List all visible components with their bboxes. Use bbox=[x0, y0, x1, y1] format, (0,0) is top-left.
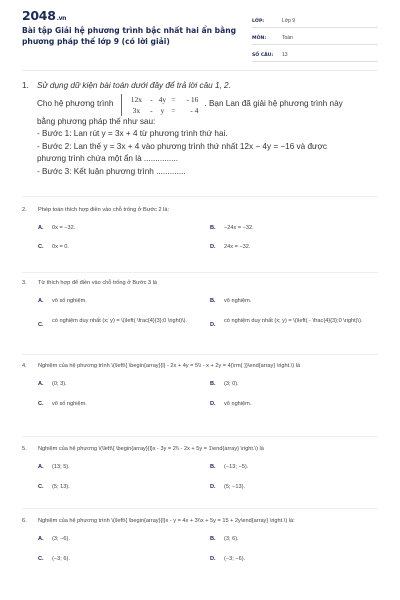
question-3 bbox=[22, 279, 382, 347]
options bbox=[38, 297, 382, 347]
option-b[interactable] bbox=[210, 380, 374, 389]
option-text: (3; 6). bbox=[224, 536, 239, 542]
option-text: (0; 3). bbox=[52, 381, 67, 387]
option-a[interactable] bbox=[38, 463, 202, 472]
step-2: - Bước 2: Lan thế y = 3x + 4 vào phương trình thứ nhất 12x − 4y = −16 và được bbox=[37, 141, 327, 151]
option-letter: B. bbox=[210, 536, 216, 542]
option-b[interactable] bbox=[210, 463, 374, 472]
option-c[interactable] bbox=[38, 400, 202, 409]
option-text: (3; −6). bbox=[52, 536, 70, 542]
option-text: 24x = −32. bbox=[224, 244, 251, 250]
system-line bbox=[37, 94, 382, 116]
divider bbox=[22, 272, 378, 273]
option-text: 0x = 0. bbox=[52, 244, 69, 250]
option-b[interactable] bbox=[210, 224, 374, 233]
options bbox=[38, 463, 382, 501]
divider bbox=[22, 196, 378, 197]
meta-label: MÔN: bbox=[252, 36, 267, 41]
option-c[interactable] bbox=[38, 243, 202, 252]
meta-table bbox=[252, 14, 378, 65]
meta-row-subject bbox=[252, 31, 378, 45]
option-text: vô nghiệm. bbox=[224, 298, 252, 304]
eq-term: 4y bbox=[158, 94, 167, 104]
site-logo[interactable] bbox=[22, 8, 66, 23]
option-text: vô nghiệm. bbox=[224, 401, 252, 407]
option-a[interactable] bbox=[38, 224, 202, 233]
option-text: −24x = −32. bbox=[224, 225, 254, 231]
question-6 bbox=[22, 517, 382, 573]
option-letter: C. bbox=[38, 244, 44, 250]
meta-row-count bbox=[252, 48, 378, 62]
question-stem: Nghiệm của hệ phương trình \(\left\{ \begin{array}{l} - 2x + 4y = 5\\ - x + 2y = 4{\rm{ }}\end{array} \right.\) là bbox=[38, 363, 301, 369]
question-number: 2. bbox=[22, 207, 27, 213]
question-1 bbox=[22, 80, 382, 179]
question-lead: Sử dụng dữ kiện bài toán dưới đây để trả lời câu 1, 2. bbox=[37, 81, 231, 90]
eq-term: 12x bbox=[130, 94, 143, 104]
option-text: có nghiệm duy nhất (x; y) = \(\left( - \frac{4}{3};0 \right)\). bbox=[224, 318, 363, 324]
option-c[interactable] bbox=[38, 555, 202, 564]
option-letter: A. bbox=[38, 536, 44, 542]
question-stem: Từ thích hợp để điền vào chỗ trống ở Bước 3 là bbox=[38, 280, 157, 286]
eq-term: - 16 bbox=[186, 94, 199, 104]
divider bbox=[22, 508, 378, 509]
options bbox=[38, 535, 382, 573]
eq-term: y bbox=[160, 105, 165, 115]
logo-suffix: .vn bbox=[56, 15, 67, 22]
option-b[interactable] bbox=[210, 535, 374, 544]
option-letter: A. bbox=[38, 225, 44, 231]
eq-term: - bbox=[150, 94, 153, 104]
option-text: (3; 0). bbox=[224, 381, 239, 387]
option-text: vô số nghiệm. bbox=[52, 401, 87, 407]
option-c[interactable] bbox=[38, 317, 202, 330]
eq-term: - 4 bbox=[190, 105, 199, 115]
option-d[interactable] bbox=[210, 555, 374, 564]
option-a[interactable] bbox=[38, 297, 202, 306]
option-letter: D. bbox=[210, 556, 216, 562]
option-letter: C. bbox=[38, 484, 44, 490]
question-2 bbox=[22, 206, 382, 262]
option-d[interactable] bbox=[210, 400, 374, 409]
option-letter: D. bbox=[210, 401, 216, 407]
option-c[interactable] bbox=[38, 483, 202, 492]
option-letter: D. bbox=[210, 244, 216, 250]
option-letter: A. bbox=[38, 381, 44, 387]
option-letter: B. bbox=[210, 298, 216, 304]
system-prefix: Cho hệ phương trình bbox=[37, 99, 114, 109]
question-5 bbox=[22, 445, 382, 501]
option-text: (−3; −6). bbox=[224, 556, 246, 562]
question-stem: Nghiệm của hệ phương trình \(\left\{ \begin{array}{l}x - y = 4x + 3\\x + 5y = 15 + 2y\end{array} \right.\) là: bbox=[38, 518, 295, 524]
question-number: 1. bbox=[22, 81, 29, 90]
option-text: có nghiệm duy nhất (x; y) = \(\left( \frac{4}{3};0 \right)\). bbox=[52, 318, 188, 324]
option-text: 0x = −32. bbox=[52, 225, 76, 231]
meta-label: LỚP: bbox=[252, 19, 265, 24]
document-header bbox=[0, 0, 400, 66]
option-text: (−13; −5). bbox=[224, 464, 249, 470]
eq-term: 3x bbox=[132, 105, 141, 115]
option-letter: C. bbox=[38, 556, 44, 562]
option-text: vô số nghiệm. bbox=[52, 298, 87, 304]
step-3: - Bước 3: Kết luận phương trình ............. bbox=[37, 166, 186, 176]
option-a[interactable] bbox=[38, 380, 202, 389]
meta-label: SỐ CÂU: bbox=[252, 53, 274, 58]
options bbox=[38, 224, 382, 262]
question-stem: Nghiệm của hệ phương \(\left\{ \begin{array}{l}x - 3y = 2\\ - 2x + 5y = 1\end{array} \right.\) là bbox=[38, 446, 264, 452]
eq-term: = bbox=[171, 94, 176, 104]
question-text: bằng phương pháp thế như sau: bbox=[37, 116, 156, 126]
option-letter: C. bbox=[38, 322, 44, 328]
option-text: (5; 13). bbox=[52, 484, 70, 490]
equation-row-2 bbox=[126, 105, 198, 116]
question-number: 3. bbox=[22, 280, 27, 286]
option-letter: B. bbox=[210, 381, 216, 387]
equation-row-1 bbox=[126, 94, 198, 105]
step-1: - Bước 1: Lan rút y = 3x + 4 từ phương trình thứ hai. bbox=[37, 129, 228, 139]
option-d[interactable] bbox=[210, 483, 374, 492]
option-d[interactable] bbox=[210, 243, 374, 252]
meta-value: Toán bbox=[282, 35, 293, 41]
eq-term: - bbox=[150, 105, 153, 115]
option-text: (13; 5). bbox=[52, 464, 70, 470]
equation-system bbox=[121, 94, 198, 116]
meta-value: Lớp 9 bbox=[282, 18, 296, 24]
option-letter: A. bbox=[38, 298, 44, 304]
divider bbox=[22, 354, 378, 355]
option-letter: A. bbox=[38, 464, 44, 470]
divider bbox=[22, 436, 378, 437]
option-d[interactable] bbox=[210, 317, 374, 330]
divider bbox=[22, 70, 378, 71]
question-stem: Phép toán thích hợp điền vào chỗ trống ở Bước 2 là: bbox=[38, 207, 170, 213]
question-4 bbox=[22, 362, 382, 418]
option-text: (−3; 6). bbox=[52, 556, 70, 562]
option-letter: D. bbox=[210, 484, 216, 490]
option-letter: D. bbox=[210, 322, 216, 328]
eq-term: = bbox=[171, 105, 176, 115]
system-suffix: . Bạn Lan đã giải hệ phương trình này bbox=[204, 99, 343, 109]
option-letter: B. bbox=[210, 464, 216, 470]
meta-value: 13 bbox=[282, 52, 288, 58]
question-number: 6. bbox=[22, 518, 27, 524]
options bbox=[38, 380, 382, 418]
option-letter: C. bbox=[38, 401, 44, 407]
option-text: (5; −13). bbox=[224, 484, 245, 490]
page-title: Bài tập Giải hệ phương trình bậc nhất hai ẩn bằng phương pháp thế lớp 9 (có lời giải) bbox=[22, 26, 237, 46]
option-letter: B. bbox=[210, 225, 216, 231]
question-number: 5. bbox=[22, 446, 27, 452]
step-2-cont: phương trình chứa một ẩn là ............... bbox=[37, 154, 179, 164]
logo-text: 2048 bbox=[22, 8, 56, 23]
meta-row-grade bbox=[252, 14, 378, 28]
question-number: 4. bbox=[22, 363, 27, 369]
option-b[interactable] bbox=[210, 297, 374, 306]
option-a[interactable] bbox=[38, 535, 202, 544]
